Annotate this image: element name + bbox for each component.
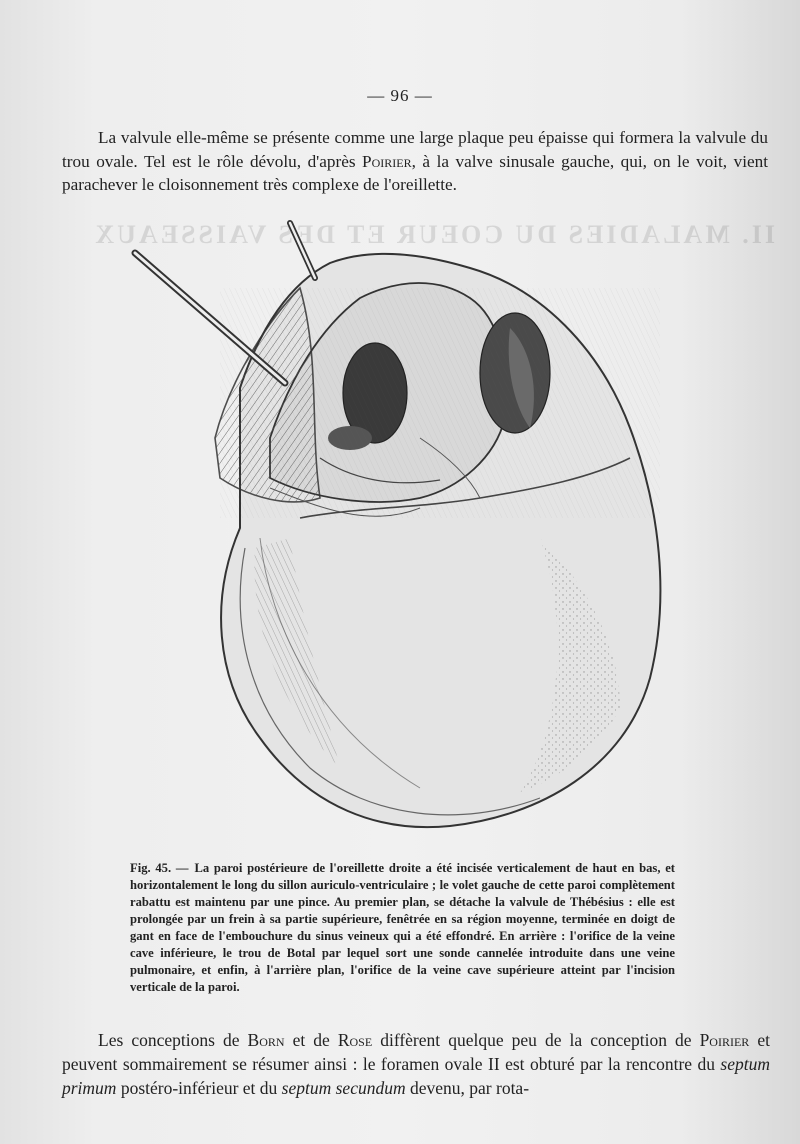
bottom-text-4: et peuvent sommairement se résumer ainsi : le foramen ovale II est obturé par la rencontre du [62, 1030, 770, 1074]
bottom-text-2: et de [284, 1030, 338, 1050]
author-rose: Rose [337, 1030, 373, 1050]
bottom-text-6: devenu, par rota- [405, 1078, 530, 1098]
bottom-paragraph [62, 1028, 770, 1100]
top-text-after: , à la valve sinusale gauche, qui, on le voit, vient parachever le cloisonnement très complexe de l'oreillette. [62, 151, 768, 194]
author-born: Born [247, 1030, 285, 1050]
heart-illustration [120, 208, 680, 858]
top-paragraph [62, 126, 768, 197]
author-poirier-2: Poirier [699, 1030, 750, 1050]
bottom-text-3: diffèrent quelque peu de la conception de [372, 1030, 700, 1050]
term-septum-primum: septum primum [62, 1054, 770, 1098]
bleed-through-text: II. MALADIES DU COEUR ET DES VAISSEAUX [92, 220, 775, 249]
bottom-text-5: postéro-inférieur et du [116, 1078, 282, 1098]
figure-caption [130, 860, 675, 996]
author-poirier: Poirier [362, 151, 412, 171]
figure-label: Fig. 45. — [130, 861, 189, 875]
figure-caption-text: La paroi postérieure de l'oreillette droite a été incisée verticalement de haut en bas, et horizontalement le long du sillon auriculo-ventriculaire ; le volet gauche de cette paroi complètement rabattu est maintenu par une pince. Au premier plan, se détache la valvule de Thébésius : elle est prolongée par un frein à sa partie supérieure, fenêtrée en sa région moyenne, terminée en doigt de gant en face de l'embouchure du sinus veineux qui a été effondré. En arrière : l'orifice de la veine cave inférieure, le trou de Botal par lequel sort une sonde cannelée introduite dans une veine pulmonaire, et enfin, à l'arrière plan, l'orifice de la veine cave supérieure atteint par l'incision verticale de la paroi. [130, 861, 675, 994]
term-septum-secundum: septum secundum [281, 1078, 406, 1098]
page-number: — 96 — [367, 86, 433, 105]
bottom-text-1: Les conceptions de [98, 1030, 248, 1050]
top-text-before: La valvule elle-même se présente comme une large plaque peu épaisse qui formera la valvule du trou ovale. Tel est le rôle dévolu, d'après [62, 128, 768, 171]
